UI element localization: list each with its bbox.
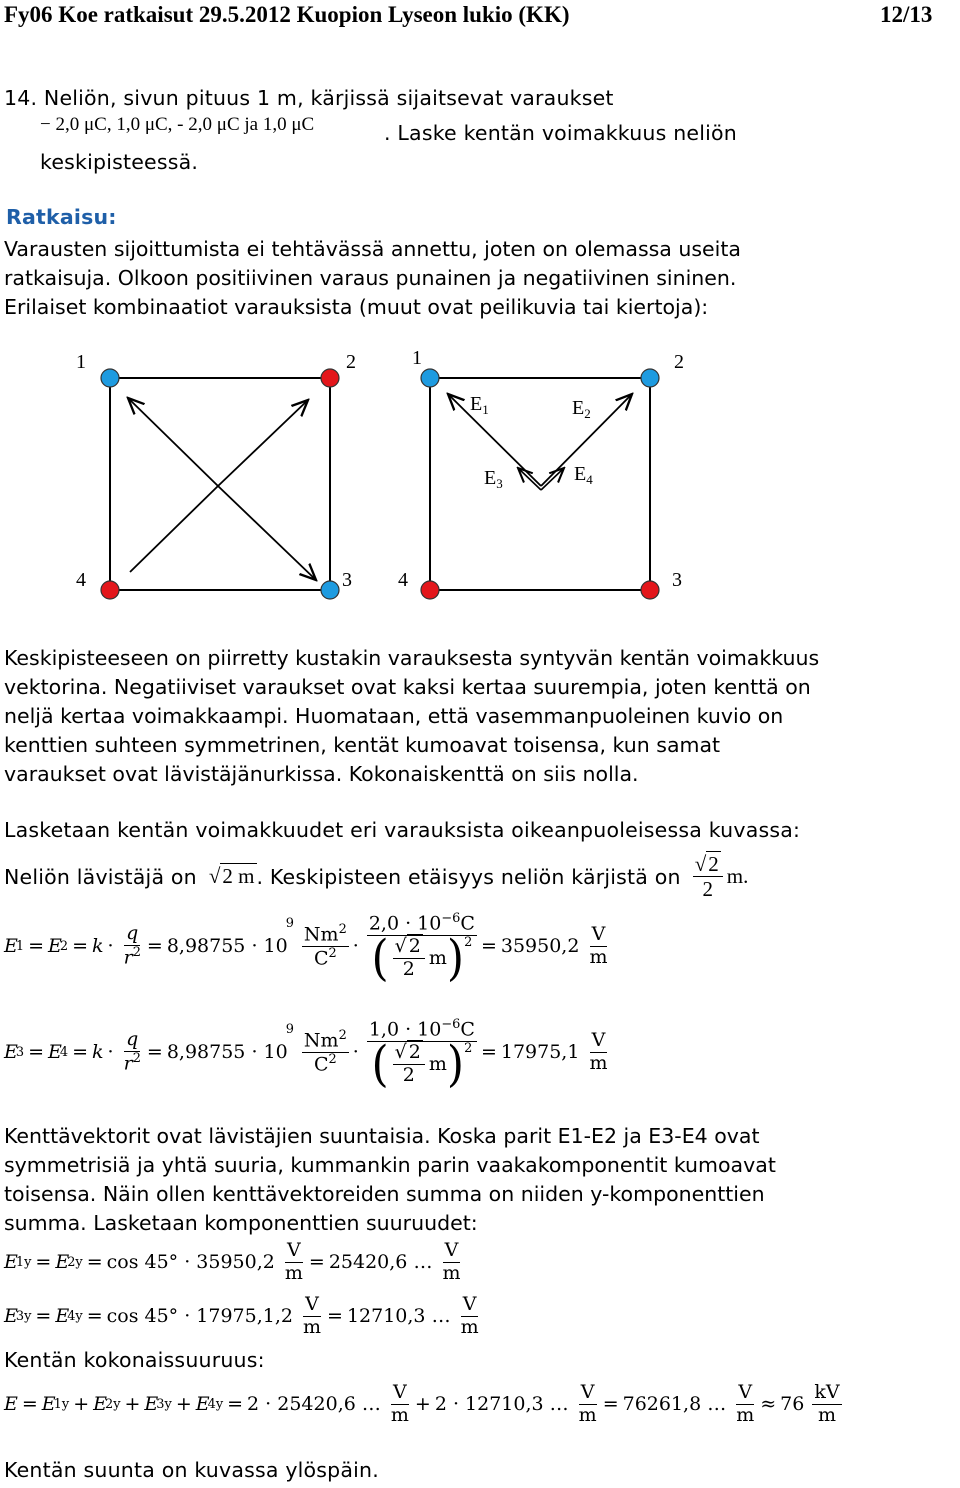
paragraph-line: Keskipisteeseen on piirretty kustakin varauksesta syntyvän kentän voimakkuus: [4, 646, 820, 670]
field-label-e2: $E_2$: [572, 397, 591, 421]
e12y-result: 25420,6 …: [328, 1251, 433, 1274]
left-square-figure: [76, 351, 356, 599]
corner-label: 1: [412, 347, 422, 369]
problem-line-2: . Laske kentän voimakkuus neliön: [384, 121, 737, 145]
coulomb-constant: 8,98755 · 10: [166, 1041, 288, 1064]
paragraph-line: vektorina. Negatiiviset varaukset ovat kaksi kertaa suurempia, joten kenttä on: [4, 675, 811, 699]
solution-heading: Ratkaisu:: [6, 205, 117, 229]
e34-result: 17975,1: [500, 1041, 580, 1064]
field-vector-e3: [518, 468, 541, 490]
left-field-arrow: [218, 400, 308, 486]
field-label-e1: $E_1$: [470, 393, 489, 417]
charge-negative: [101, 369, 119, 387]
e12-fraction: $2,0 \cdot 10^{-6}C$ ( $\frac{√ 2}{2}$ m ) $^2$: [368, 911, 475, 987]
diagonal-text-b: . Keskipisteen etäisyys neliön kärjistä on: [256, 864, 681, 889]
corner-label: 3: [342, 569, 352, 591]
field-label-e3: $E_3$: [484, 467, 503, 491]
equation-e34y: E 3y = E 4y = cos 45° · 17975,1,2 $\frac{V}{m}$ = 12710,3 … $\frac{V}{m}$: [4, 1293, 479, 1338]
corner-label: 4: [76, 569, 86, 591]
charge-positive: [101, 581, 119, 599]
equation-e34: E 3 = E 4 = k · $\frac{q}{r^2}$ = 8,98755 · 10 9 $\frac{Nm^2}{C^2}$ · $1,0 \cdot 10^{-6}C$ ( $\frac{√ 2}{2}$ m ) $^2$ = 17975,1 $\frac{V}{m}$: [4, 1017, 608, 1093]
paragraph-line: kenttien suhteen symmetrinen, kentät kumoavat toisensa, kun samat: [4, 733, 721, 757]
paragraph-line: summa. Lasketaan komponenttien suuruudet:: [4, 1211, 478, 1235]
left-field-arrow: [130, 486, 218, 572]
problem-line-1: 14. Neliön, sivun pituus 1 m, kärjissä sijaitsevat varaukset: [4, 86, 614, 110]
e12-result: 35950,2: [500, 935, 580, 958]
corner-label: 4: [398, 569, 408, 591]
diagonal-text-a: Neliön lävistäjä on: [4, 864, 197, 889]
charge-positive: [321, 369, 339, 387]
explanation-paragraph: [4, 644, 960, 789]
corner-label: 3: [672, 569, 682, 591]
charge-positive: [421, 581, 439, 599]
corner-label: 2: [674, 351, 684, 373]
equation-e12y: E 1y = E 2y = cos 45° · 35950,2 $\frac{V}{m}$ = 25420,6 … $\frac{V}{m}$: [4, 1239, 461, 1284]
intro-line: Varausten sijoittumista ei tehtävässä annettu, joten on olemassa useita: [4, 237, 741, 261]
page-title: Fy06 Koe ratkaisut 29.5.2012 Kuopion Lyseon lukio (KK): [4, 2, 570, 27]
charge-negative: [641, 369, 659, 387]
diagonal-line: [4, 852, 748, 901]
field-label-e4: $E_4$: [574, 463, 593, 487]
paragraph-line: Kenttävektorit ovat lävistäjien suuntaisia. Koska parit E1-E2 ja E3-E4 ovat: [4, 1124, 760, 1148]
equation-e12: E 1 = E 2 = k · $\frac{q}{r^2}$ = 8,98755 · 10 9 $\frac{Nm^2}{C^2}$ · $2,0 \cdot 10^{-6}C$ ( $\frac{√ 2}{2}$ m ) $^2$ = 35950,2 $\frac{V}{m}$: [4, 911, 608, 987]
intro-line: ratkaisuja. Olkoon positiivinen varaus punainen ja negatiivinen sininen.: [4, 266, 737, 290]
e34y-result: 12710,3 …: [346, 1305, 451, 1328]
paragraph-line: neljä kertaa voimakkaampi. Huomataan, että vasemmanpuoleinen kuvio on: [4, 704, 784, 728]
problem-charges: − 2,0 μC, 1,0 μC, - 2,0 μC ja 1,0 μC: [40, 114, 315, 135]
paragraph-line: varaukset ovat lävistäjänurkissa. Kokonaiskenttä on siis nolla.: [4, 762, 639, 786]
corner-label: 2: [346, 351, 356, 373]
field-vector-e4: [541, 468, 564, 490]
diagonal-unit: m.: [726, 864, 749, 889]
calculation-intro: Lasketaan kentän voimakkuudet eri varauksista oikeanpuoleisessa kuvassa:: [4, 818, 801, 842]
right-square-figure: [398, 347, 684, 599]
charge-negative: [321, 581, 339, 599]
coulomb-constant: 8,98755 · 10: [166, 935, 288, 958]
half-diagonal-fraction: $\frac{√2}{2}$: [693, 852, 723, 901]
e34-fraction: $1,0 \cdot 10^{-6}C$ ( $\frac{√ 2}{2}$ m ) $^2$: [368, 1017, 475, 1093]
paragraph-line: symmetrisiä ja yhtä suuria, kummankin parin vaakakomponentit kumoavat: [4, 1153, 776, 1177]
total-heading: Kentän kokonaissuuruus:: [4, 1348, 265, 1372]
component-paragraph: [4, 1122, 960, 1238]
charge-negative: [421, 369, 439, 387]
left-field-arrow: [218, 486, 316, 580]
problem-line-3: keskipisteessä.: [40, 150, 199, 174]
paragraph-line: toisensa. Näin ollen kenttävektoreiden summa on niiden y-komponenttien: [4, 1182, 765, 1206]
charge-positive: [641, 581, 659, 599]
direction-statement: Kentän suunta on kuvassa ylöspäin.: [4, 1458, 379, 1482]
solution-intro: [4, 235, 960, 322]
left-field-arrow: [128, 398, 218, 486]
equation-total: E = E 1y + E 2y + E 3y + E 4y = 2 · 25420,6 … $\frac{V}{m}$ + 2 · 12710,3 … $\frac{V}{m}$ = 76261,8 … $\frac{V}{m}$ ≈ 76 $\frac{kV}{m}$: [4, 1381, 840, 1426]
total-approx: 76: [780, 1393, 805, 1416]
intro-line: Erilaiset kombinaatiot varauksista (muut ovat peilikuvia tai kiertoja):: [4, 295, 709, 319]
page-number: 12/13: [880, 2, 933, 27]
total-result: 76261,8 …: [622, 1393, 727, 1416]
charge-diagram: [0, 340, 960, 620]
corner-label: 1: [76, 351, 86, 373]
diagonal-value: √2 m: [208, 864, 255, 889]
